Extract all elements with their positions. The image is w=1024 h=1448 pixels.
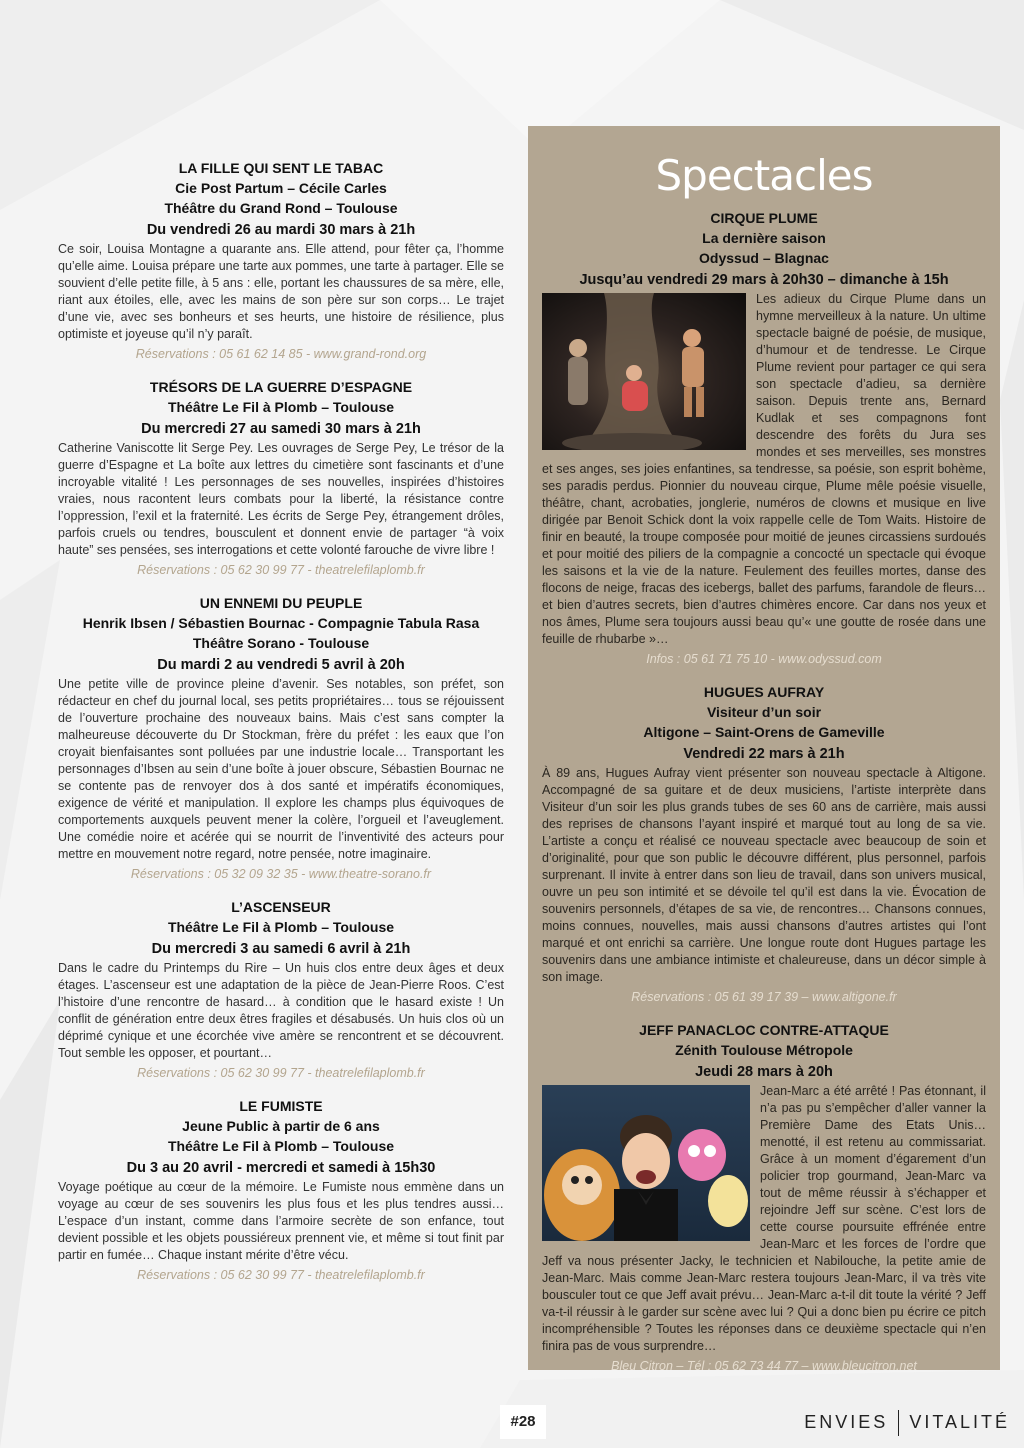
event-title: TRÉSORS DE LA GUERRE D’ESPAGNE bbox=[149, 379, 413, 395]
event-venue: Théâtre du Grand Rond – Toulouse bbox=[164, 200, 398, 216]
event-audience: Jeune Public à partir de 6 ans bbox=[182, 1118, 380, 1134]
event-title: HUGUES AUFRAY bbox=[703, 684, 825, 700]
event-venue: Odyssud – Blagnac bbox=[699, 250, 829, 266]
event-dates: Du vendredi 26 au mardi 30 mars à 21h bbox=[146, 222, 416, 238]
magazine-brand bbox=[804, 1408, 1010, 1436]
event-description: Ce soir, Louisa Montagne a quarante ans. Elle attend, pour fêter ça, l’homme qu’elle aime. Louisa prépare une tarte aux pommes, une tarte à partager. Elle se souvient d’elle petite fille, à 5 ans : elle, portant les chaussures de sa mère, elle, riant aux étoiles, elle, avec les mains de son père sur son corps… Le trajet d’une vie, avec ses bonheurs et ses heurts, une histoire de résilience, plus optimiste et joyeuse qu’il n’y paraît. bbox=[58, 242, 504, 341]
event-company: Henrik Ibsen / Sébastien Bournac - Compagnie Tabula Rasa bbox=[82, 615, 480, 631]
cirque-plume-photo bbox=[542, 293, 746, 450]
event-title: LE FUMISTE bbox=[239, 1098, 323, 1114]
event-venue: Théâtre Le Fil à Plomb – Toulouse bbox=[167, 399, 395, 415]
event-reservation: Réservations : 05 62 30 99 77 - theatrelefilaplomb.fr bbox=[137, 563, 425, 577]
event-description: Les adieux du Cirque Plume dans un hymne merveilleux à la nature. Un ultime spectacle baigné de poésie, de musique, d’humour et de tendresse. Le Cirque Plume revient pour partager ce qui sera son spectacle d’adieu, sa dernière saison. Depuis trente ans, Bernard Kudlak et ses compagnons font descendre des forêts du Jura ses mondes et ses merveilles, ses monstres et ses anges, ses joies enfantines, sa tendresse, sa poésie, son esprit bohème, ses paradis perdus. Pionnier du nouveau cirque, Plume mêle poésie visuelle, théâtre, chant, acrobaties, jonglerie, numéros de clowns et musique en live dirigée par Benoit Schick dont la voix rappelle celle de Tom Waits. Histoire de finir en beauté, la troupe composée pour moitié de jeunes circassiens surdoués et pour moitié des piliers de la compagnie a concocté un spectacle qui évoque les saisons et la vie de la nature. Feulement des feuilles mortes, danse des flocons de neige, fracas des icebergs, ballet des parfums, farandole de fleurs… et bien d’autres secrets, bien d’autres chimères encore. Car dans nos yeux et nos âmes, Plume sera toujours aussi beau qu’« une goutte de rosée dans une feuille de rhubarbe »… bbox=[542, 292, 986, 646]
event-la-fille-qui-sent-le-tabac bbox=[58, 158, 504, 363]
jeff-panacloc-photo bbox=[542, 1085, 750, 1241]
event-l-ascenseur bbox=[58, 897, 504, 1082]
event-subtitle: La dernière saison bbox=[702, 230, 826, 246]
event-description: Une petite ville de province pleine d’avenir. Ses notables, son préfet, son rédacteur en chef du journal local, ses petits propriétaires… tous se réjouissent de l’ouverture prochaine des nouveaux bains. Mais c’est sans compter la malheureuse découverte du Dr Stockman, frère du préfet : les eaux que l’on croyait bienfaisantes sont polluées par une industrie locale… Transportant les personnages d’Ibsen au sein d’une boîte à jouer obscure, Sébastien Bournac ne se contente pas de renvoyer dos à dos santé et impératifs économiques, exigence de vérité et manipulation. Il explore les champs plus équivoques de comportements auxquels peuvent mener la colère, l’orgueil et l’aveuglement. Une comédie noire et acérée qui se nourrit de l’inventivité des acteurs pour mettre en mouvement notre regard, notre pensée, notre imaginaire. bbox=[58, 677, 504, 861]
event-dates: Du 3 au 20 avril - mercredi et samedi à 15h30 bbox=[126, 1160, 436, 1176]
event-tresors-de-la-guerre-d-espagne bbox=[58, 377, 504, 579]
event-venue: Théâtre Sorano - Toulouse bbox=[192, 635, 370, 651]
brand-left: ENVIES bbox=[804, 1412, 889, 1432]
brand-divider bbox=[898, 1410, 899, 1436]
event-description: Voyage poétique au cœur de la mémoire. Le Fumiste nous emmène dans un voyage au cœur de ses souvenirs les plus fous et les plus tendres aussi… L’espace d’un instant, comme dans l’armoire secrète de son enfance, tout devient possible et les objets poussiéreux prennent vie, et même si tout finit par partir en fumée… Chaque instant mérite d’être vécu. bbox=[58, 1180, 504, 1262]
event-dates: Vendredi 22 mars à 21h bbox=[683, 746, 845, 762]
event-cirque-plume bbox=[542, 208, 986, 668]
event-description: Jean-Marc a été arrêté ! Pas étonnant, il n’a pas pu s’empêcher d’aller vanner la Première Dame des Etats Unis… menotté, il est retenu au commissariat. Grâce à un moment d’égarement d’un policier trop gourmand, Jean-Marc va tout de même réussir à s’échapper et rejoindre Jeff sur scène. C’est lors de cette course poursuite effrénée entre Jean-Marc et les forces de l’ordre que Jeff va nous présenter Jacky, le technicien et Nabilouche, la petite amie de Jean-Marc. Mais comme Jean-Marc restera toujours Jean-Marc, il va très vite bousculer tout ce que Jeff avait prévu… Jean-Marc a-t-il dit toute la vérité ? Jeff va-t-il réussir à le garder sur scène avec lui ? Qui a donc bien pu écrire ce pitch incompréhensible ? Toutes les réponses dans ce deuxième spectacle qui n’en finira pas de vous surprendre… bbox=[542, 1084, 986, 1353]
event-le-fumiste bbox=[58, 1096, 504, 1284]
event-venue: Altigone – Saint-Orens de Gameville bbox=[643, 724, 885, 740]
event-company: Cie Post Partum – Cécile Carles bbox=[175, 180, 387, 196]
event-venue: Théâtre Le Fil à Plomb – Toulouse bbox=[167, 1138, 395, 1154]
event-dates: Du mercredi 3 au samedi 6 avril à 21h bbox=[151, 941, 411, 957]
event-title: CIRQUE PLUME bbox=[710, 210, 818, 226]
event-title: UN ENNEMI DU PEUPLE bbox=[199, 595, 363, 611]
event-dates: Du mercredi 27 au samedi 30 mars à 21h bbox=[141, 421, 421, 437]
event-description: Catherine Vaniscotte lit Serge Pey. Les ouvrages de Serge Pey, Le trésor de la guerre d’Espagne et La boîte aux lettres du cimetière sont fascinants et d’une incroyable vitalité ! Les personnages de ses nouvelles, inspirées d’histoires vraies, nous racontent leurs combats pour la liberté, la résistance contre l’oppression, l’exil et la fraternité. Les écrits de Serge Pey, étrangement drôles, parfois cruels ou tendres, bousculent et donnent envie de partager “à voix haute” ses pensées, ses interrogations et cette volonté farouche de vivre libre ! bbox=[58, 441, 504, 557]
event-dates: Du mardi 2 au vendredi 5 avril à 20h bbox=[157, 657, 405, 673]
event-title: L’ASCENSEUR bbox=[231, 899, 331, 915]
event-dates: Jeudi 28 mars à 20h bbox=[695, 1064, 833, 1080]
event-subtitle: Visiteur d’un soir bbox=[706, 704, 822, 720]
event-dates: Jusqu’au vendredi 29 mars à 20h30 – dimanche à 15h bbox=[579, 272, 949, 288]
event-reservation: Réservations : 05 61 39 17 39 – www.altigone.fr bbox=[631, 990, 897, 1004]
event-description: Dans le cadre du Printemps du Rire – Un huis clos entre deux âges et deux étages. L’ascenseur est une adaptation de la pièce de Jean-Pierre Roos. C’est l’histoire d’une rencontre de hasard… à condition que le hasard existe ! Un conflit de génération entre deux êtres fragiles et désabusés. Un huis clos où un déprimé cynique et une écorchée vive amère se rencontrent et se découvrent. Tout semble les opposer, et pourtant… bbox=[58, 961, 504, 1060]
event-title: JEFF PANACLOC CONTRE-ATTAQUE bbox=[639, 1022, 889, 1038]
event-description: À 89 ans, Hugues Aufray vient présenter son nouveau spectacle à Altigone. Accompagné de sa guitare et de deux musiciens, l’artiste interprète dans Visiteur d’un soir les plus grands tubes de ses 60 ans de carrière, mais aussi des reprises de chansons l’ayant inspiré et marqué tout au long de sa vie. L’artiste a conçu et réalisé ce nouveau spectacle avec beaucoup de soin et d’originalité, pour que son public le découvre différent, plus personnel, parfois surprenant. Il invite à entrer dans son lieu de travail, dans son univers musical, ouvre un peu son intimité et se dévoile tel qu’il est dans la vie. Évocation de souvenirs personnels, d’étapes de sa vie, de rencontres… Chansons connues, moins connues, nouvelles, mais aussi chansons d’autres artistes qui l’ont marqué et ont enrichi sa carrière. Une longue route dont Hugues partage les souvenirs dans une ambiance intimiste et chaleureuse, dans un décor simple à son image. bbox=[542, 766, 986, 984]
event-reservation: Infos : 05 61 71 75 10 - www.odyssud.com bbox=[646, 652, 882, 666]
left-column bbox=[58, 158, 504, 1298]
page-number: #28 bbox=[500, 1405, 546, 1439]
brand-right: VITALITÉ bbox=[909, 1412, 1010, 1432]
event-venue: Théâtre Le Fil à Plomb – Toulouse bbox=[167, 919, 395, 935]
event-hugues-aufray bbox=[542, 682, 986, 1006]
event-jeff-panacloc bbox=[542, 1020, 986, 1375]
event-reservation: Réservations : 05 61 62 14 85 - www.grand-rond.org bbox=[135, 347, 427, 361]
event-title: LA FILLE QUI SENT LE TABAC bbox=[178, 160, 384, 176]
event-un-ennemi-du-peuple bbox=[58, 593, 504, 883]
event-reservation: Réservations : 05 32 09 32 35 - www.theatre-sorano.fr bbox=[130, 867, 432, 881]
panel-title: Spectacles bbox=[655, 151, 873, 200]
event-reservation: Réservations : 05 62 30 99 77 - theatrelefilaplomb.fr bbox=[137, 1066, 425, 1080]
event-venue: Zénith Toulouse Métropole bbox=[675, 1042, 853, 1058]
event-reservation: Réservations : 05 62 30 99 77 - theatrelefilaplomb.fr bbox=[137, 1268, 425, 1282]
spectacles-panel bbox=[528, 126, 1000, 1373]
event-reservation: Bleu Citron – Tél : 05 62 73 44 77 – www.bleucitron.net bbox=[611, 1359, 917, 1373]
